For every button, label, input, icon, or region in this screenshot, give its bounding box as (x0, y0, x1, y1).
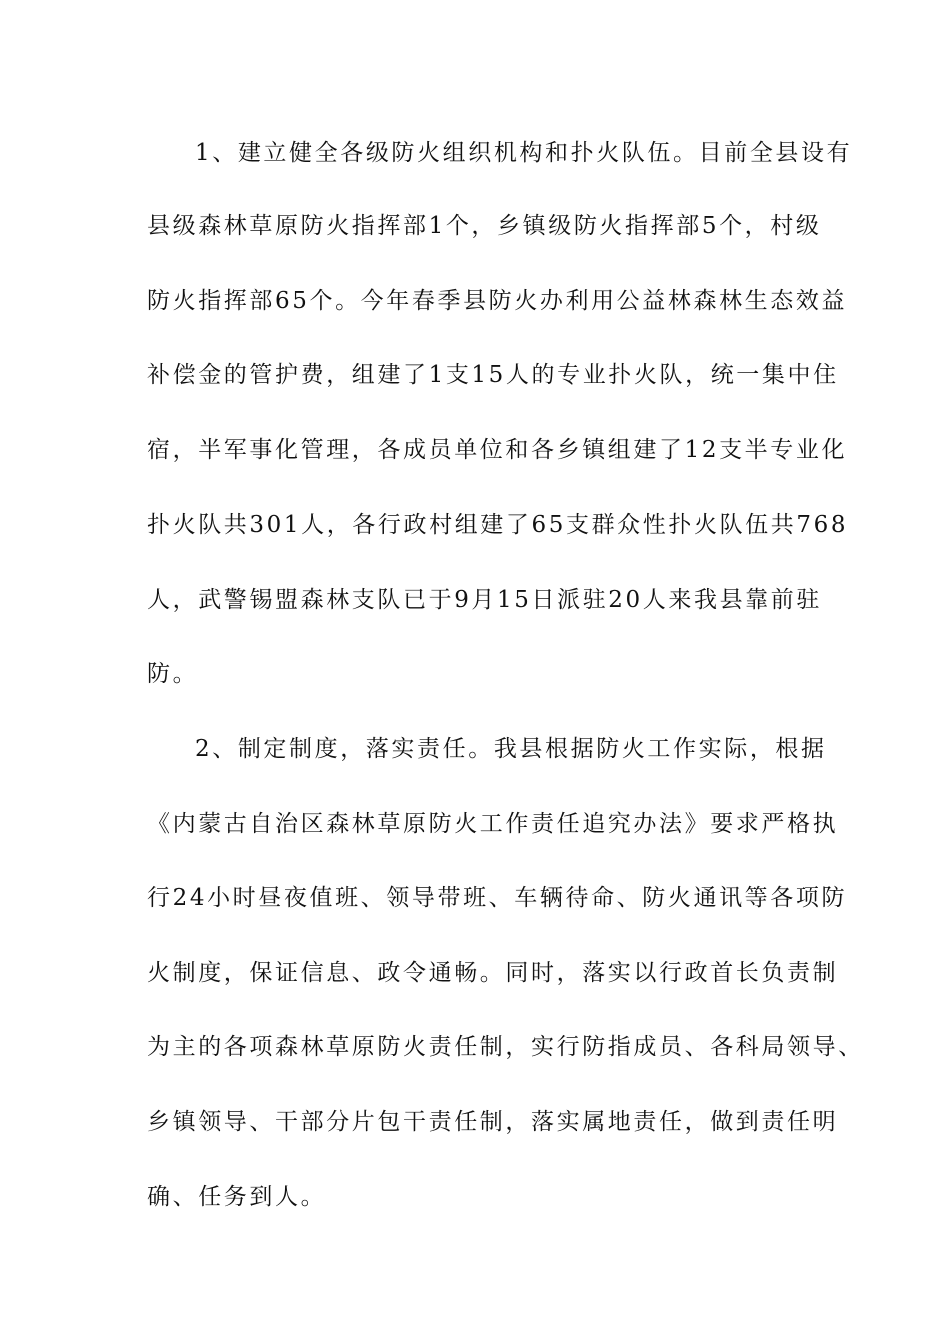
text-line: 防。 (147, 661, 199, 687)
text-line: 为主的各项森林草原防火责任制，实行防指成员、各科局领导、 (147, 1034, 864, 1060)
text-line: 县级森林草原防火指挥部1个，乡镇级防火指挥部5个，村级 (147, 213, 822, 239)
text-line: 人，武警锡盟森林支队已于9月15日派驻20人来我县靠前驻 (147, 587, 822, 613)
text-line: 火制度，保证信息、政令通畅。同时，落实以行政首长负责制 (147, 960, 839, 986)
text-line: 确、任务到人。 (147, 1184, 327, 1210)
text-line: 行24小时昼夜值班、领导带班、车辆待命、防火通讯等各项防 (147, 885, 848, 911)
text-line: 1、建立健全各级防火组织机构和扑火队伍。目前全县设有 (195, 140, 853, 166)
text-line: 2、制定制度，落实责任。我县根据防火工作实际，根据 (195, 736, 827, 762)
text-line: 防火指挥部65个。今年春季县防火办利用公益林森林生态效益 (147, 288, 848, 314)
text-line: 扑火队共301人，各行政村组建了65支群众性扑火队伍共768 (147, 512, 849, 538)
text-line: 补偿金的管护费，组建了1支15人的专业扑火队，统一集中住 (147, 362, 839, 388)
text-line: 《内蒙古自治区森林草原防火工作责任追究办法》要求严格执 (147, 811, 839, 837)
text-line: 宿，半军事化管理，各成员单位和各乡镇组建了12支半专业化 (147, 437, 848, 463)
text-line: 乡镇领导、干部分片包干责任制，落实属地责任，做到责任明 (147, 1109, 839, 1135)
